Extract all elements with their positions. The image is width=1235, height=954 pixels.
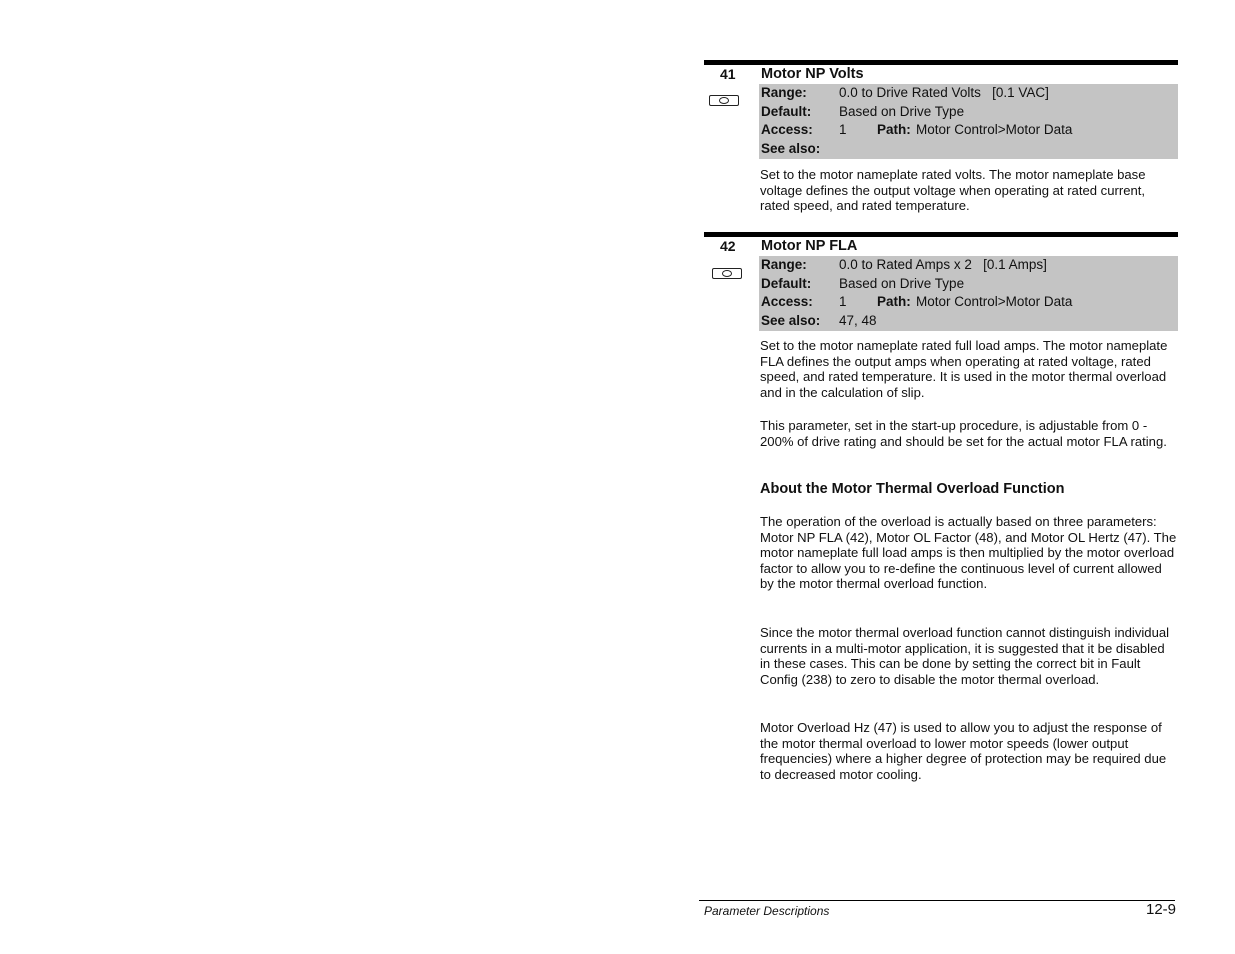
param-42-description <box>760 338 1178 400</box>
see-also-row <box>759 312 1178 331</box>
param-42-header <box>704 232 1178 259</box>
see-also-row <box>759 140 1178 159</box>
param-42-description-2 <box>760 418 1178 449</box>
section-heading: About the Motor Thermal Overload Function <box>760 481 1065 497</box>
param-name: Motor NP FLA <box>761 238 858 254</box>
range-row <box>759 256 1178 275</box>
param-41-header <box>704 60 1178 87</box>
param-name: Motor NP Volts <box>761 66 864 82</box>
access-label: Access: <box>761 122 813 138</box>
section-paragraph: Motor Overload Hz (47) is used to allow you to adjust the response of the motor thermal overload to lower motor speeds (lower output frequencies) where a higher degree of protection may be required due to decreased motor cooling. <box>760 720 1167 782</box>
access-value: 1 <box>839 122 847 138</box>
see-also-label: See also: <box>761 313 821 329</box>
default-label: Default: <box>761 275 812 291</box>
description-paragraph: Set to the motor nameplate rated full load amps. The motor nameplate FLA defines the output amps when operating at rated voltage, rated speed, and rated temperature. It is used in the motor thermal overload and in the calculation of slip. <box>760 338 1168 400</box>
param-41-description <box>760 167 1178 214</box>
access-row <box>759 293 1178 312</box>
range-label: Range: <box>761 85 807 100</box>
section-paragraph-1 <box>760 514 1178 592</box>
default-value: Based on Drive Type <box>839 275 965 291</box>
section-paragraph-3 <box>760 720 1178 782</box>
footer-page-number: 12-9 <box>1146 901 1177 918</box>
access-value: 1 <box>839 294 847 310</box>
access-row <box>759 121 1178 140</box>
see-also-label: See also: <box>761 141 821 157</box>
path-value: Motor Control>Motor Data <box>916 294 1073 310</box>
section-paragraph: The operation of the overload is actually based on three parameters: Motor NP FLA (42), Motor OL Factor (48), and Motor OL Hertz (47). The motor nameplate full load amps is then multiplied by the motor overload factor to allow you to re-define the continuous level of current allowed by the motor thermal overload function. <box>760 514 1177 592</box>
description-paragraph: This parameter, set in the start-up procedure, is adjustable from 0 - 200% of drive rating and should be set for the actual motor FLA rating. <box>760 418 1167 449</box>
range-value: 0.0 to Rated Amps x 2 [0.1 Amps] <box>839 257 1047 272</box>
see-also-value: 47, 48 <box>839 313 877 329</box>
default-value: Based on Drive Type <box>839 103 965 119</box>
section-paragraph-2 <box>760 625 1178 687</box>
footer-section-name: Parameter Descriptions <box>704 904 830 918</box>
camera-icon <box>712 268 742 279</box>
param-number: 42 <box>720 238 736 254</box>
range-label: Range: <box>761 257 807 272</box>
path-value: Motor Control>Motor Data <box>916 122 1073 138</box>
access-label: Access: <box>761 294 813 310</box>
param-number: 41 <box>720 66 736 82</box>
path-label: Path: <box>877 294 911 310</box>
range-value: 0.0 to Drive Rated Volts [0.1 VAC] <box>839 85 1049 100</box>
default-row <box>759 275 1178 294</box>
description-paragraph: Set to the motor nameplate rated volts. The motor nameplate base voltage defines the output voltage when operating at rated current, rated speed, and rated temperature. <box>760 167 1146 214</box>
camera-icon <box>709 95 739 106</box>
range-row <box>759 84 1178 103</box>
default-label: Default: <box>761 103 812 119</box>
param-42-spec-box <box>759 256 1178 331</box>
path-label: Path: <box>877 122 911 138</box>
section-paragraph: Since the motor thermal overload function cannot distinguish individual currents in a multi-motor application, it is suggested that it be disabled in these cases. This can be done by setting the correct bit in Fault Config (238) to zero to disable the motor thermal overload. <box>760 625 1170 687</box>
footer-rule <box>699 900 1175 901</box>
default-row <box>759 103 1178 122</box>
param-41-spec-box <box>759 84 1178 159</box>
